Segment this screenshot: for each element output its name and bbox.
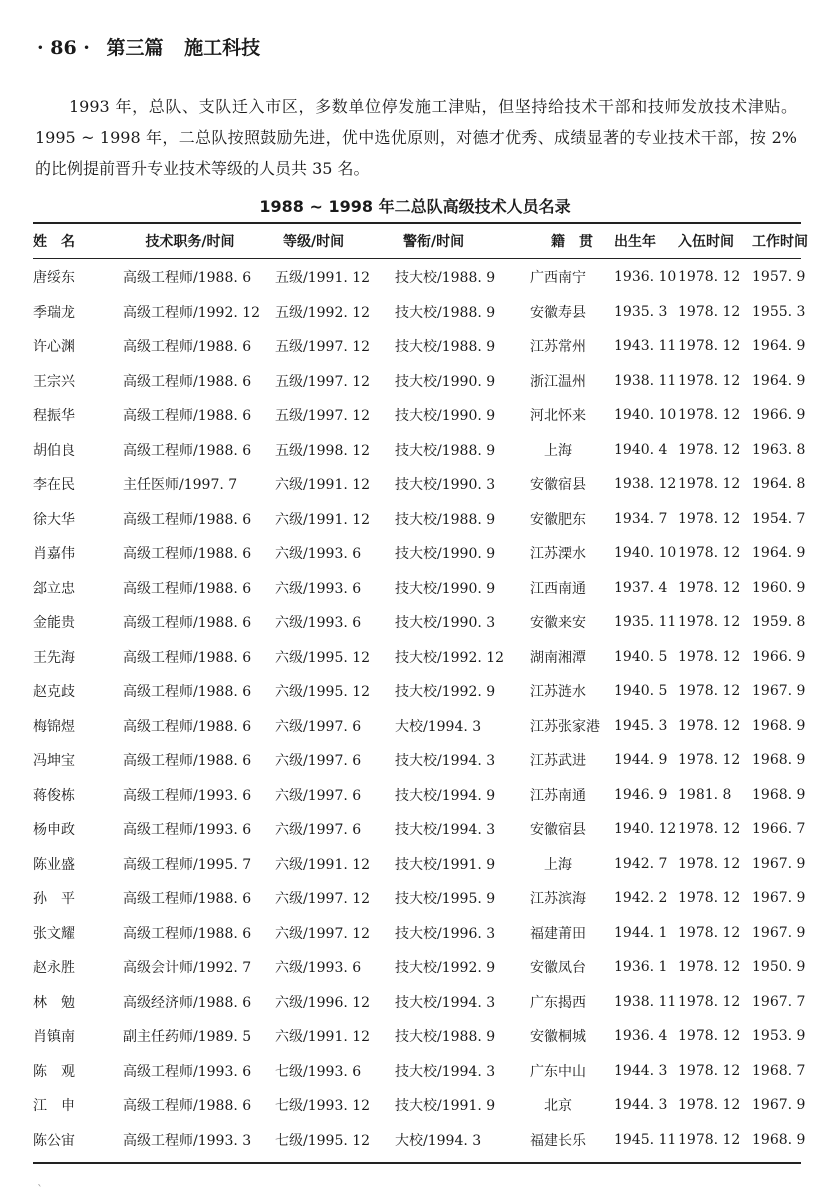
table-cell: 1959. 8 <box>752 614 806 631</box>
table-cell: 高级工程师/1988. 6 <box>123 373 252 390</box>
table-cell: 六级/1991. 12 <box>275 1029 371 1046</box>
table-cell: 技大校/1990. 9 <box>395 373 496 390</box>
table-row <box>33 364 817 399</box>
table-cell: 六级/1993. 6 <box>275 615 362 632</box>
table-row <box>33 536 817 571</box>
table-cell: 1978. 12 <box>678 855 741 872</box>
table-cell: 1967. 9 <box>752 1097 806 1114</box>
table-cell: 技大校/1988. 9 <box>395 339 496 356</box>
table-cell: 七级/1993. 12 <box>275 1098 371 1115</box>
table-cell: 肖嘉伟 <box>33 546 75 563</box>
table-cell: 技大校/1994. 3 <box>395 1063 496 1080</box>
table-cell: 杨申政 <box>33 822 75 839</box>
table-cell: 江 申 <box>33 1098 75 1115</box>
table-cell: 胡伯良 <box>33 442 75 459</box>
table-title: 1988 ~ 1998 年二总队高级技术人员名录 <box>259 197 571 216</box>
intro-paragraph: 1993 年，总队、支队迁入市区，多数单位停发施工津贴，但坚持给技术干部和技师发放技术津贴。1995 ~ 1998 年，二总队按照鼓励先进，优中选优原则，对德才优秀、成绩显著的专业技术干部，按 2% 的比例提前晋升专业技术等级的人员共 35 名。 <box>35 97 797 178</box>
table-cell: 徐大华 <box>33 511 75 528</box>
table-cell: 河北怀来 <box>530 408 586 425</box>
table-cell: 高级工程师/1988. 6 <box>123 718 252 735</box>
table-cell: 1964. 9 <box>752 545 806 562</box>
table-cell: 郐立忠 <box>33 580 75 597</box>
table-cell: 1944. 9 <box>614 752 668 769</box>
table-cell: 1978. 12 <box>678 476 741 493</box>
table-cell: 赵永胜 <box>33 960 75 977</box>
table-row <box>33 398 817 433</box>
table-cell: 江苏滨海 <box>530 891 586 908</box>
table-cell: 1978. 12 <box>678 1097 741 1114</box>
table-cell: 技大校/1991. 9 <box>395 856 496 873</box>
table-cell: 六级/1991. 12 <box>275 856 371 873</box>
table-row <box>33 605 817 640</box>
table-cell: 1964. 9 <box>752 372 806 389</box>
table-cell: 高级工程师/1993. 6 <box>123 1063 252 1080</box>
table-cell: 技大校/1990. 9 <box>395 408 496 425</box>
table-cell: 六级/1993. 6 <box>275 546 362 563</box>
table-cell: 江苏南通 <box>530 787 586 804</box>
table-cell: 1978. 12 <box>678 821 741 838</box>
table-cell: 1937. 4 <box>614 579 668 596</box>
table-row <box>33 812 817 847</box>
table-cell: 六级/1995. 12 <box>275 649 371 666</box>
table-cell: 王先海 <box>33 649 75 666</box>
table-cell: 1978. 12 <box>678 752 741 769</box>
table-cell: 高级工程师/1988. 6 <box>123 442 252 459</box>
table-row <box>33 950 817 985</box>
table-cell: 程振华 <box>33 408 75 425</box>
table-cell: 高级工程师/1993. 6 <box>123 822 252 839</box>
table-row <box>33 502 817 537</box>
table-cell: 蒋俊栋 <box>33 787 75 804</box>
table-cell: 1978. 12 <box>678 993 741 1010</box>
table-cell: 1978. 12 <box>678 890 741 907</box>
table-cell: 福建长乐 <box>530 1132 586 1149</box>
table-cell: 1978. 12 <box>678 1131 741 1148</box>
table-row <box>33 295 817 330</box>
table-cell: 浙江温州 <box>530 373 586 390</box>
column-header: 技术职务/时间 <box>145 234 235 250</box>
table-cell: 高级工程师/1988. 6 <box>123 925 252 942</box>
table-cell: 1940. 10 <box>614 545 677 562</box>
table-cell: 赵克歧 <box>33 684 75 701</box>
table-cell: 1968. 9 <box>752 717 806 734</box>
table-cell: 季瑞龙 <box>33 304 75 321</box>
table-row <box>33 1088 817 1123</box>
table-cell: 1978. 12 <box>678 303 741 320</box>
table-bottom-rule <box>33 1162 801 1164</box>
table-cell: 广东中山 <box>530 1063 586 1080</box>
table-cell: 高级工程师/1993. 6 <box>123 787 252 804</box>
table-row <box>33 1054 817 1089</box>
table-cell: 1944. 1 <box>614 924 668 941</box>
table-cell: 五级/1997. 12 <box>275 373 371 390</box>
table-cell: 1966. 9 <box>752 407 806 424</box>
table-cell: 张文耀 <box>33 925 75 942</box>
table-cell: 六级/1997. 6 <box>275 822 362 839</box>
table-cell: 江苏溧水 <box>530 546 586 563</box>
table-cell: 江苏常州 <box>530 339 586 356</box>
table-cell: 1978. 12 <box>678 1028 741 1045</box>
table-cell: 安徽桐城 <box>530 1029 586 1046</box>
table-cell: 高级工程师/1988. 6 <box>123 546 252 563</box>
table-cell: 技大校/1988. 9 <box>395 270 496 287</box>
table-cell: 高级经济师/1988. 6 <box>123 994 252 1011</box>
table-cell: 高级工程师/1988. 6 <box>123 753 252 770</box>
table-cell: 1940. 10 <box>614 407 677 424</box>
table-cell: 1981. 8 <box>678 786 732 803</box>
table-cell: 技大校/1992. 9 <box>395 960 496 977</box>
table-cell: 1966. 9 <box>752 648 806 665</box>
table-cell: 七级/1995. 12 <box>275 1132 371 1149</box>
table-cell: 1967. 9 <box>752 855 806 872</box>
table-row <box>33 258 817 295</box>
table-cell: 安徽肥东 <box>530 511 586 528</box>
table-body <box>33 258 817 1157</box>
table-cell: 高级工程师/1988. 6 <box>123 649 252 666</box>
table-row <box>33 916 817 951</box>
table-cell: 技大校/1988. 9 <box>395 511 496 528</box>
table-cell: 1964. 8 <box>752 476 806 493</box>
table-cell: 1968. 9 <box>752 786 806 803</box>
table-cell: 1963. 8 <box>752 441 806 458</box>
table-cell: 肖镇南 <box>33 1029 75 1046</box>
table-cell: 1938. 11 <box>614 993 677 1010</box>
table-cell: 孙 平 <box>33 891 75 908</box>
table-cell: 1950. 9 <box>752 959 806 976</box>
table-cell: 上海 <box>530 856 572 873</box>
table-cell: 1967. 9 <box>752 890 806 907</box>
column-header: 姓 名 <box>33 234 75 250</box>
table-cell: 1940. 5 <box>614 648 668 665</box>
table-cell: 1936. 1 <box>614 959 668 976</box>
table-cell: 北京 <box>530 1098 572 1115</box>
table-cell: 1967. 9 <box>752 924 806 941</box>
table-cell: 高级工程师/1988. 6 <box>123 511 252 528</box>
table-row <box>33 847 817 882</box>
table-cell: 技大校/1988. 9 <box>395 1029 496 1046</box>
table-cell: 许心渊 <box>33 339 75 356</box>
table-cell: 1978. 12 <box>678 717 741 734</box>
table-cell: 1936. 10 <box>614 269 677 286</box>
table-cell: 1978. 12 <box>678 683 741 700</box>
table-cell: 七级/1993. 6 <box>275 1063 362 1080</box>
table-cell: 1978. 12 <box>678 372 741 389</box>
table-cell: 技大校/1992. 9 <box>395 684 496 701</box>
column-header: 籍 贯 <box>551 234 593 250</box>
table-cell: 陈公宙 <box>33 1132 75 1149</box>
column-header: 工作时间 <box>752 234 808 250</box>
table-cell: 1944. 3 <box>614 1062 668 1079</box>
table-cell: 高级工程师/1988. 6 <box>123 615 252 632</box>
table-cell: 1940. 4 <box>614 441 668 458</box>
table-cell: 湖南湘潭 <box>530 649 586 666</box>
table-cell: 高级工程师/1992. 12 <box>123 304 261 321</box>
table-cell: 林 勉 <box>33 994 75 1011</box>
table-cell: 技大校/1996. 3 <box>395 925 496 942</box>
table-cell: 六级/1996. 12 <box>275 994 371 1011</box>
table-cell: 1978. 12 <box>678 1062 741 1079</box>
table-cell: 1940. 12 <box>614 821 677 838</box>
table-cell: 1966. 7 <box>752 821 806 838</box>
table-cell: 五级/1997. 12 <box>275 408 371 425</box>
table-row <box>33 778 817 813</box>
table-cell: 1945. 11 <box>614 1131 677 1148</box>
table-row <box>33 571 817 606</box>
table-cell: 1978. 12 <box>678 579 741 596</box>
table-row <box>33 985 817 1020</box>
table-cell: 王宗兴 <box>33 373 75 390</box>
corner-mark: ` <box>37 1183 43 1197</box>
table-cell: 陈业盛 <box>33 856 75 873</box>
table-cell: 1978. 12 <box>678 269 741 286</box>
table-cell: 1960. 9 <box>752 579 806 596</box>
page-header <box>37 33 260 60</box>
table-cell: 高级工程师/1988. 6 <box>123 1098 252 1115</box>
table-cell: 唐绥东 <box>33 270 75 287</box>
table-cell: 技大校/1991. 9 <box>395 1098 496 1115</box>
table-cell: 江西南通 <box>530 580 586 597</box>
table-cell: 广东揭西 <box>530 994 586 1011</box>
table-cell: 六级/1993. 6 <box>275 580 362 597</box>
table-cell: 江苏武进 <box>530 753 586 770</box>
table-row <box>33 1123 817 1158</box>
column-header: 出生年 <box>614 234 656 250</box>
table-cell: 六级/1997. 6 <box>275 753 362 770</box>
table-row <box>33 743 817 778</box>
table-cell: 1978. 12 <box>678 510 741 527</box>
column-header: 等级/时间 <box>283 234 345 250</box>
table-cell: 金能贵 <box>33 615 75 632</box>
table-cell: 梅锦煜 <box>33 718 75 735</box>
table-cell: 高级工程师/1993. 3 <box>123 1132 252 1149</box>
table-cell: 1978. 12 <box>678 545 741 562</box>
table-cell: 1942. 7 <box>614 855 668 872</box>
table-cell: 福建莆田 <box>530 925 586 942</box>
table-cell: 五级/1991. 12 <box>275 270 371 287</box>
table-cell: 六级/1997. 12 <box>275 891 371 908</box>
table-row <box>33 467 817 502</box>
table-cell: 1957. 9 <box>752 269 806 286</box>
table-cell: 1967. 7 <box>752 993 806 1010</box>
table-cell: 六级/1997. 12 <box>275 925 371 942</box>
table-cell: 1940. 5 <box>614 683 668 700</box>
table-cell: 1938. 12 <box>614 476 677 493</box>
table-row <box>33 640 817 675</box>
table-cell: 冯坤宝 <box>33 753 75 770</box>
table-row <box>33 881 817 916</box>
table-cell: 六级/1993. 6 <box>275 960 362 977</box>
column-header: 警衔/时间 <box>403 234 465 250</box>
table-cell: 陈 观 <box>33 1063 75 1080</box>
table-cell: 1935. 3 <box>614 303 668 320</box>
table-cell: 技大校/1994. 3 <box>395 753 496 770</box>
table-row <box>33 1019 817 1054</box>
table-cell: 技大校/1994. 3 <box>395 822 496 839</box>
table-cell: 1934. 7 <box>614 510 668 527</box>
table-cell: 1978. 12 <box>678 407 741 424</box>
table-cell: 安徽凤台 <box>530 960 586 977</box>
table-cell: 1964. 9 <box>752 338 806 355</box>
table-cell: 上海 <box>530 442 572 459</box>
table-cell: 江苏涟水 <box>530 684 586 701</box>
table-cell: 技大校/1990. 3 <box>395 477 496 494</box>
table-cell: 1978. 12 <box>678 338 741 355</box>
table-cell: 大校/1994. 3 <box>395 718 482 735</box>
table-cell: 1944. 3 <box>614 1097 668 1114</box>
table-cell: 1954. 7 <box>752 510 806 527</box>
table-cell: 1936. 4 <box>614 1028 668 1045</box>
table-row <box>33 433 817 468</box>
table-cell: 技大校/1990. 3 <box>395 615 496 632</box>
table-cell: 1938. 11 <box>614 372 677 389</box>
table-cell: 大校/1994. 3 <box>395 1132 482 1149</box>
table-cell: 技大校/1994. 3 <box>395 994 496 1011</box>
part-label: 第三篇 <box>106 37 164 59</box>
table-cell: 1968. 9 <box>752 752 806 769</box>
table-cell: 高级工程师/1988. 6 <box>123 270 252 287</box>
table-cell: 高级工程师/1988. 6 <box>123 684 252 701</box>
table-cell: 主任医师/1997. 7 <box>123 477 238 494</box>
table-cell: 李在民 <box>33 477 75 494</box>
personnel-table <box>33 224 817 1157</box>
table-cell: 1978. 12 <box>678 924 741 941</box>
table-cell: 六级/1991. 12 <box>275 477 371 494</box>
table-cell: 技大校/1988. 9 <box>395 304 496 321</box>
table-cell: 技大校/1988. 9 <box>395 442 496 459</box>
table-cell: 安徽宿县 <box>530 477 586 494</box>
table-cell: 1935. 11 <box>614 614 677 631</box>
table-row <box>33 674 817 709</box>
table-cell: 1978. 12 <box>678 648 741 665</box>
table-cell: 六级/1997. 6 <box>275 787 362 804</box>
page-number: · 86 · <box>37 37 90 59</box>
table-cell: 1946. 9 <box>614 786 668 803</box>
table-cell: 高级会计师/1992. 7 <box>123 960 252 977</box>
table-cell: 安徽宿县 <box>530 822 586 839</box>
table-cell: 1967. 9 <box>752 683 806 700</box>
table-cell: 安徽来安 <box>530 615 586 632</box>
table-cell: 安徽寿县 <box>530 304 586 321</box>
table-cell: 技大校/1994. 9 <box>395 787 496 804</box>
table-cell: 技大校/1990. 9 <box>395 580 496 597</box>
table-row <box>33 329 817 364</box>
table-cell: 技大校/1992. 12 <box>395 649 505 666</box>
table-cell: 1955. 3 <box>752 303 806 320</box>
table-cell: 1968. 7 <box>752 1062 806 1079</box>
table-cell: 五级/1998. 12 <box>275 442 371 459</box>
section-title: 施工科技 <box>184 37 261 59</box>
table-cell: 高级工程师/1988. 6 <box>123 408 252 425</box>
table-cell: 1953. 9 <box>752 1028 806 1045</box>
table-cell: 副主任药师/1989. 5 <box>123 1029 252 1046</box>
table-cell: 1978. 12 <box>678 959 741 976</box>
table-cell: 高级工程师/1988. 6 <box>123 339 252 356</box>
table-cell: 五级/1992. 12 <box>275 304 371 321</box>
table-cell: 1945. 3 <box>614 717 668 734</box>
table-cell: 高级工程师/1988. 6 <box>123 891 252 908</box>
table-cell: 六级/1997. 6 <box>275 718 362 735</box>
table-cell: 1942. 2 <box>614 890 668 907</box>
table-cell: 1978. 12 <box>678 614 741 631</box>
table-header-row <box>33 224 817 258</box>
table-cell: 1968. 9 <box>752 1131 806 1148</box>
table-cell: 广西南宁 <box>530 270 586 287</box>
table-cell: 六级/1995. 12 <box>275 684 371 701</box>
table-cell: 五级/1997. 12 <box>275 339 371 356</box>
table-cell: 1943. 11 <box>614 338 677 355</box>
table-cell: 高级工程师/1995. 7 <box>123 856 252 873</box>
table-cell: 技大校/1995. 9 <box>395 891 496 908</box>
table-cell: 技大校/1990. 9 <box>395 546 496 563</box>
table-row <box>33 709 817 744</box>
column-header: 入伍时间 <box>678 234 734 250</box>
table-cell: 六级/1991. 12 <box>275 511 371 528</box>
table-cell: 1978. 12 <box>678 441 741 458</box>
table-cell: 江苏张家港 <box>530 718 600 735</box>
table-cell: 高级工程师/1988. 6 <box>123 580 252 597</box>
